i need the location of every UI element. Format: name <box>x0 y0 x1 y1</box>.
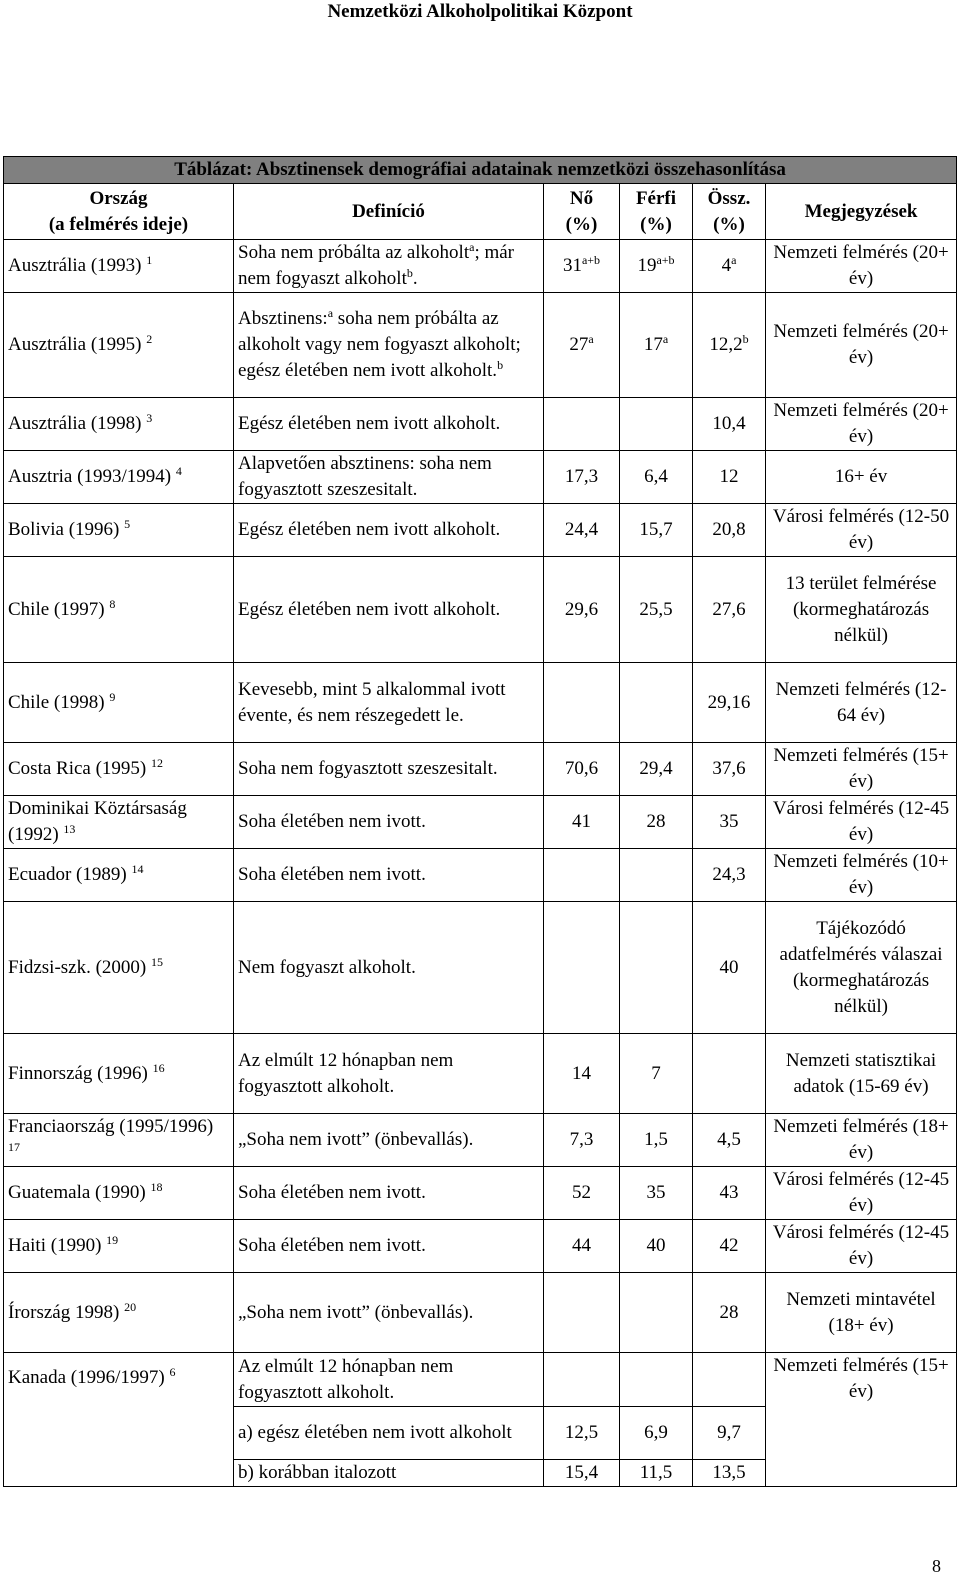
page-number: 8 <box>932 1556 941 1576</box>
col-total: Össz. (%) <box>693 184 766 240</box>
table-row: Dominikai Köztársaság (1992) $^{13}$ Soha életében nem ivott. 41 28 35 Városi felmérés (12-45 év) <box>4 796 957 849</box>
table-row: Guatemala (1990) $^{18}$ Soha életében nem ivott. 52 35 43 Városi felmérés (12-45 év) <box>4 1167 957 1220</box>
table-row-kanada-a: a) egész életében nem ivott alkoholt 12,5 6,9 9,7 <box>4 1407 957 1460</box>
table-row-kanada: Kanada (1996/1997) $^6$ Az elmúlt 12 hónapban nem fogyasztott alkoholt. Nemzeti felmérés (15+ év) <box>4 1353 957 1407</box>
table-row: Chile (1998) $^9$ Kevesebb, mint 5 alkalommal ivott évente, és nem részegedett le. 29,16 Nemzeti felmérés (12-64 év) <box>4 663 957 743</box>
table-row: Costa Rica (1995) $^{12}$ Soha nem fogyasztott szeszesitalt. 70,6 29,4 37,6 Nemzeti felmérés (15+ év) <box>4 743 957 796</box>
table-row: Ausztrália (1998) $^3$ Egész életében nem ivott alkoholt. 10,4 Nemzeti felmérés (20+ év) <box>4 398 957 451</box>
col-notes: Megjegyzések <box>766 184 957 240</box>
table-row: Finnország (1996) $^{16}$ Az elmúlt 12 hónapban nem fogyasztott alkoholt. 14 7 Nemzeti statisztikai adatok (15-69 év) <box>4 1034 957 1114</box>
col-definition: Definíció <box>234 184 544 240</box>
table-row: Haiti (1990) $^{19}$ Soha életében nem ivott. 44 40 42 Városi felmérés (12-45 év) <box>4 1220 957 1273</box>
table-row: Chile (1997) $^8$ Egész életében nem ivott alkoholt. 29,6 25,5 27,6 13 terület felmérése (kormeghatározás nélkül) <box>4 557 957 663</box>
col-female: Nő (%) <box>544 184 620 240</box>
table-row: Ausztrália (1995) $^2$ Absztinens:$^a$ soha nem próbálta az alkoholt vagy nem fogyaszt alkoholt; egész életében nem ivott alkoholt.$^b$ 27$^a$ 17$^a$ 12,2$^b$ Nemzeti felmérés (20+ év) <box>4 293 957 398</box>
table-row: Ausztria (1993/1994) $^4$ Alapvetően absztinens: soha nem fogyasztott szeszesitalt. 17,3 6,4 12 16+ év <box>4 451 957 504</box>
table-row: Írország 1998) $^{20}$ „Soha nem ivott” (önbevallás). 28 Nemzeti mintavétel (18+ év) <box>4 1273 957 1353</box>
table-row: Ecuador (1989) $^{14}$ Soha életében nem ivott. 24,3 Nemzeti felmérés (10+ év) <box>4 849 957 902</box>
abstinence-table <box>3 156 957 1487</box>
table-row: Bolivia (1996) $^5$ Egész életében nem ivott alkoholt. 24,4 15,7 20,8 Városi felmérés (12-50 év) <box>4 504 957 557</box>
table-row: Fidzsi-szk. (2000) $^{15}$ Nem fogyaszt alkoholt. 40 Tájékozódó adatfelmérés válaszai (kormeghatározás nélkül) <box>4 902 957 1034</box>
page-header: Nemzetközi Alkoholpolitikai Központ <box>327 1 633 22</box>
table-row: Franciaország (1995/1996) $^{17}$ „Soha nem ivott” (önbevallás). 7,3 1,5 4,5 Nemzeti felmérés (18+ év) <box>4 1114 957 1167</box>
table-row-kanada-b: b) korábban italozott 15,4 11,5 13,5 <box>4 1460 957 1487</box>
col-country: Ország (a felmérés ideje) <box>4 184 234 240</box>
col-male: Férfi (%) <box>620 184 693 240</box>
table-row: Ausztrália (1993) $^1$ Soha nem próbálta az alkoholt$^a$; már nem fogyaszt alkoholt$^b$. $31^{a+b}$ $19^{a+b}$ 4$^a$ Nemzeti felmérés (20+ év) <box>4 240 957 293</box>
table-title: Táblázat: Absztinensek demográfiai adatainak nemzetközi összehasonlítása <box>4 157 957 184</box>
